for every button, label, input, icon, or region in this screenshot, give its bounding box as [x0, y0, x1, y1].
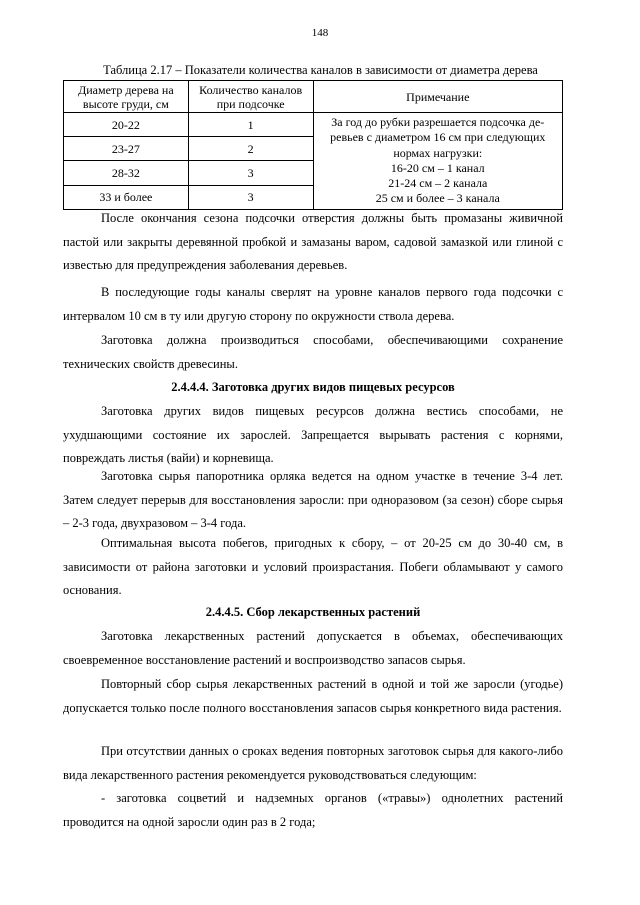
channels-table	[63, 80, 563, 210]
paragraph: После окончания сезона подсочки отверстия должны быть промазаны живичной пастой или закрыты деревянной пробкой и замазаны варом, садовой замазкой или глиной с известью для предупреждения заболевания деревьев.	[63, 211, 563, 272]
paragraph: Заготовка других видов пищевых ресурсов должна вестись способами, не ухудшающими состояние их зарослей. Запрещается вырывать растения с корнями, повреждать листья (вайи) и корневища.	[63, 404, 563, 465]
cell-diameter: 20-22	[64, 113, 189, 137]
note-line: За год до рубки разрешается подсочка де-	[331, 115, 545, 129]
header-note: Примечание	[313, 81, 562, 113]
paragraph: Повторный сбор сырья лекарственных растений в одной и той же заросли (угодье) допускается только после полного восстановления запасов сырья конкретного вида растения.	[63, 677, 563, 715]
note-line: 21-24 см – 2 канала	[388, 176, 488, 191]
cell-channels: 3	[188, 161, 313, 185]
paragraph: В последующие годы каналы сверлят на уровне каналов первого года подсочки с интервалом 10 см в ту или другую сторону по окружности ствола дерева.	[63, 285, 563, 323]
paragraph: При отсутствии данных о сроках ведения повторных заготовок сырья для какого-либо вида лекарственного растения рекомендуется руководствоваться следующим:	[63, 744, 563, 782]
cell-diameter: 28-32	[64, 161, 189, 185]
table-row	[64, 113, 563, 137]
table-caption: Таблица 2.17 – Показатели количества каналов в зависимости от диаметра дерева	[103, 63, 538, 77]
paragraph: Заготовка сырья папоротника орляка ведется на одном участке в течение 3-4 лет. Затем следует перерыв для восстановления заросли: при одноразовом (за сезон) сборе сырья – 2-3 года, двухразовом – 3-4 года.	[63, 469, 563, 530]
table-header-row	[64, 81, 563, 113]
cell-channels: 3	[188, 185, 313, 209]
cell-channels: 2	[188, 137, 313, 161]
header-channels: Количество каналов при подсочке	[188, 81, 313, 113]
note-line: 25 см и более – 3 канала	[375, 191, 500, 206]
paragraph: Заготовка лекарственных растений допускается в объемах, обеспечивающих своевременное восстановление растений и воспроизводство запасов сырья.	[63, 629, 563, 667]
cell-diameter: 33 и более	[64, 185, 189, 209]
page-number: 148	[311, 27, 329, 39]
note-line: нормах нагрузки:	[393, 145, 483, 160]
cell-diameter: 23-27	[64, 137, 189, 161]
cell-note	[313, 113, 562, 210]
note-line: ревьев с диаметром 16 см при следующих	[330, 130, 546, 145]
paragraph: Заготовка должна производиться способами, обеспечивающими сохранение технических свойств древесины.	[63, 333, 563, 371]
cell-channels: 1	[188, 113, 313, 137]
paragraph: - заготовка соцветий и надземных органов («травы») однолетних растений проводится на одной заросли один раз в 2 года;	[63, 791, 563, 829]
paragraph: Оптимальная высота побегов, пригодных к сбору, – от 20-25 см до 30-40 см, в зависимости от района заготовки и условий произрастания. Побеги обламывают у самого основания.	[63, 536, 563, 597]
header-diameter: Диаметр дерева на высоте груди, см	[64, 81, 189, 113]
note-line: 16-20 см – 1 канал	[390, 160, 485, 175]
section-heading: 2.4.4.4. Заготовка других видов пищевых ресурсов	[171, 380, 455, 394]
section-heading: 2.4.4.5. Сбор лекарственных растений	[205, 605, 421, 619]
